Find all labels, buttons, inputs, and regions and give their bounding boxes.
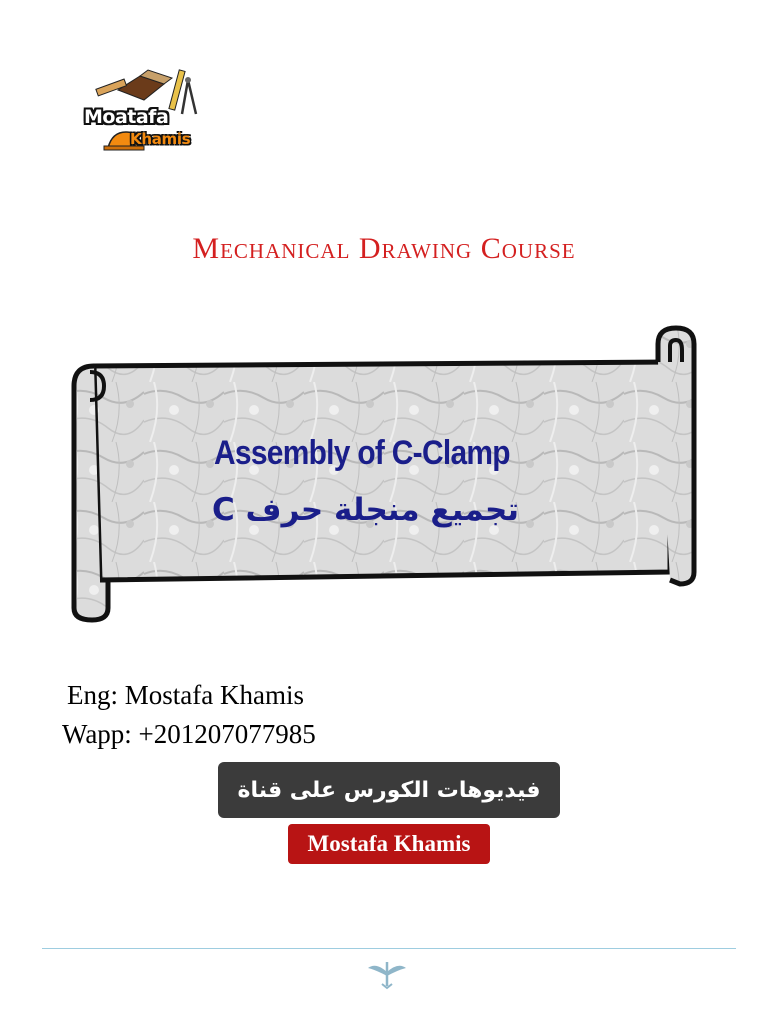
footer-divider (42, 948, 736, 949)
brand-logo (78, 62, 210, 162)
banner-subtitle-arabic: تجميع منجلة حرف C (212, 492, 520, 528)
author-whatsapp: Wapp: +201207077985 (62, 719, 316, 749)
banner-title: Assembly of C-Clamp (214, 434, 510, 472)
logo-word-moatafa: Moatafa (84, 106, 169, 128)
title-scroll-banner (64, 322, 704, 624)
scroll-graphic (64, 322, 704, 624)
channel-link-button[interactable]: Mostafa Khamis (288, 824, 490, 864)
logo-word-khamis: Khamis (130, 130, 191, 148)
author-name: Eng: Mostafa Khamis (67, 680, 304, 710)
course-heading: Mechanical Drawing Course (192, 232, 576, 265)
course-videos-button[interactable]: فيديوهات الكورس على قناة (218, 762, 560, 818)
footer-ornament-icon (364, 958, 410, 990)
